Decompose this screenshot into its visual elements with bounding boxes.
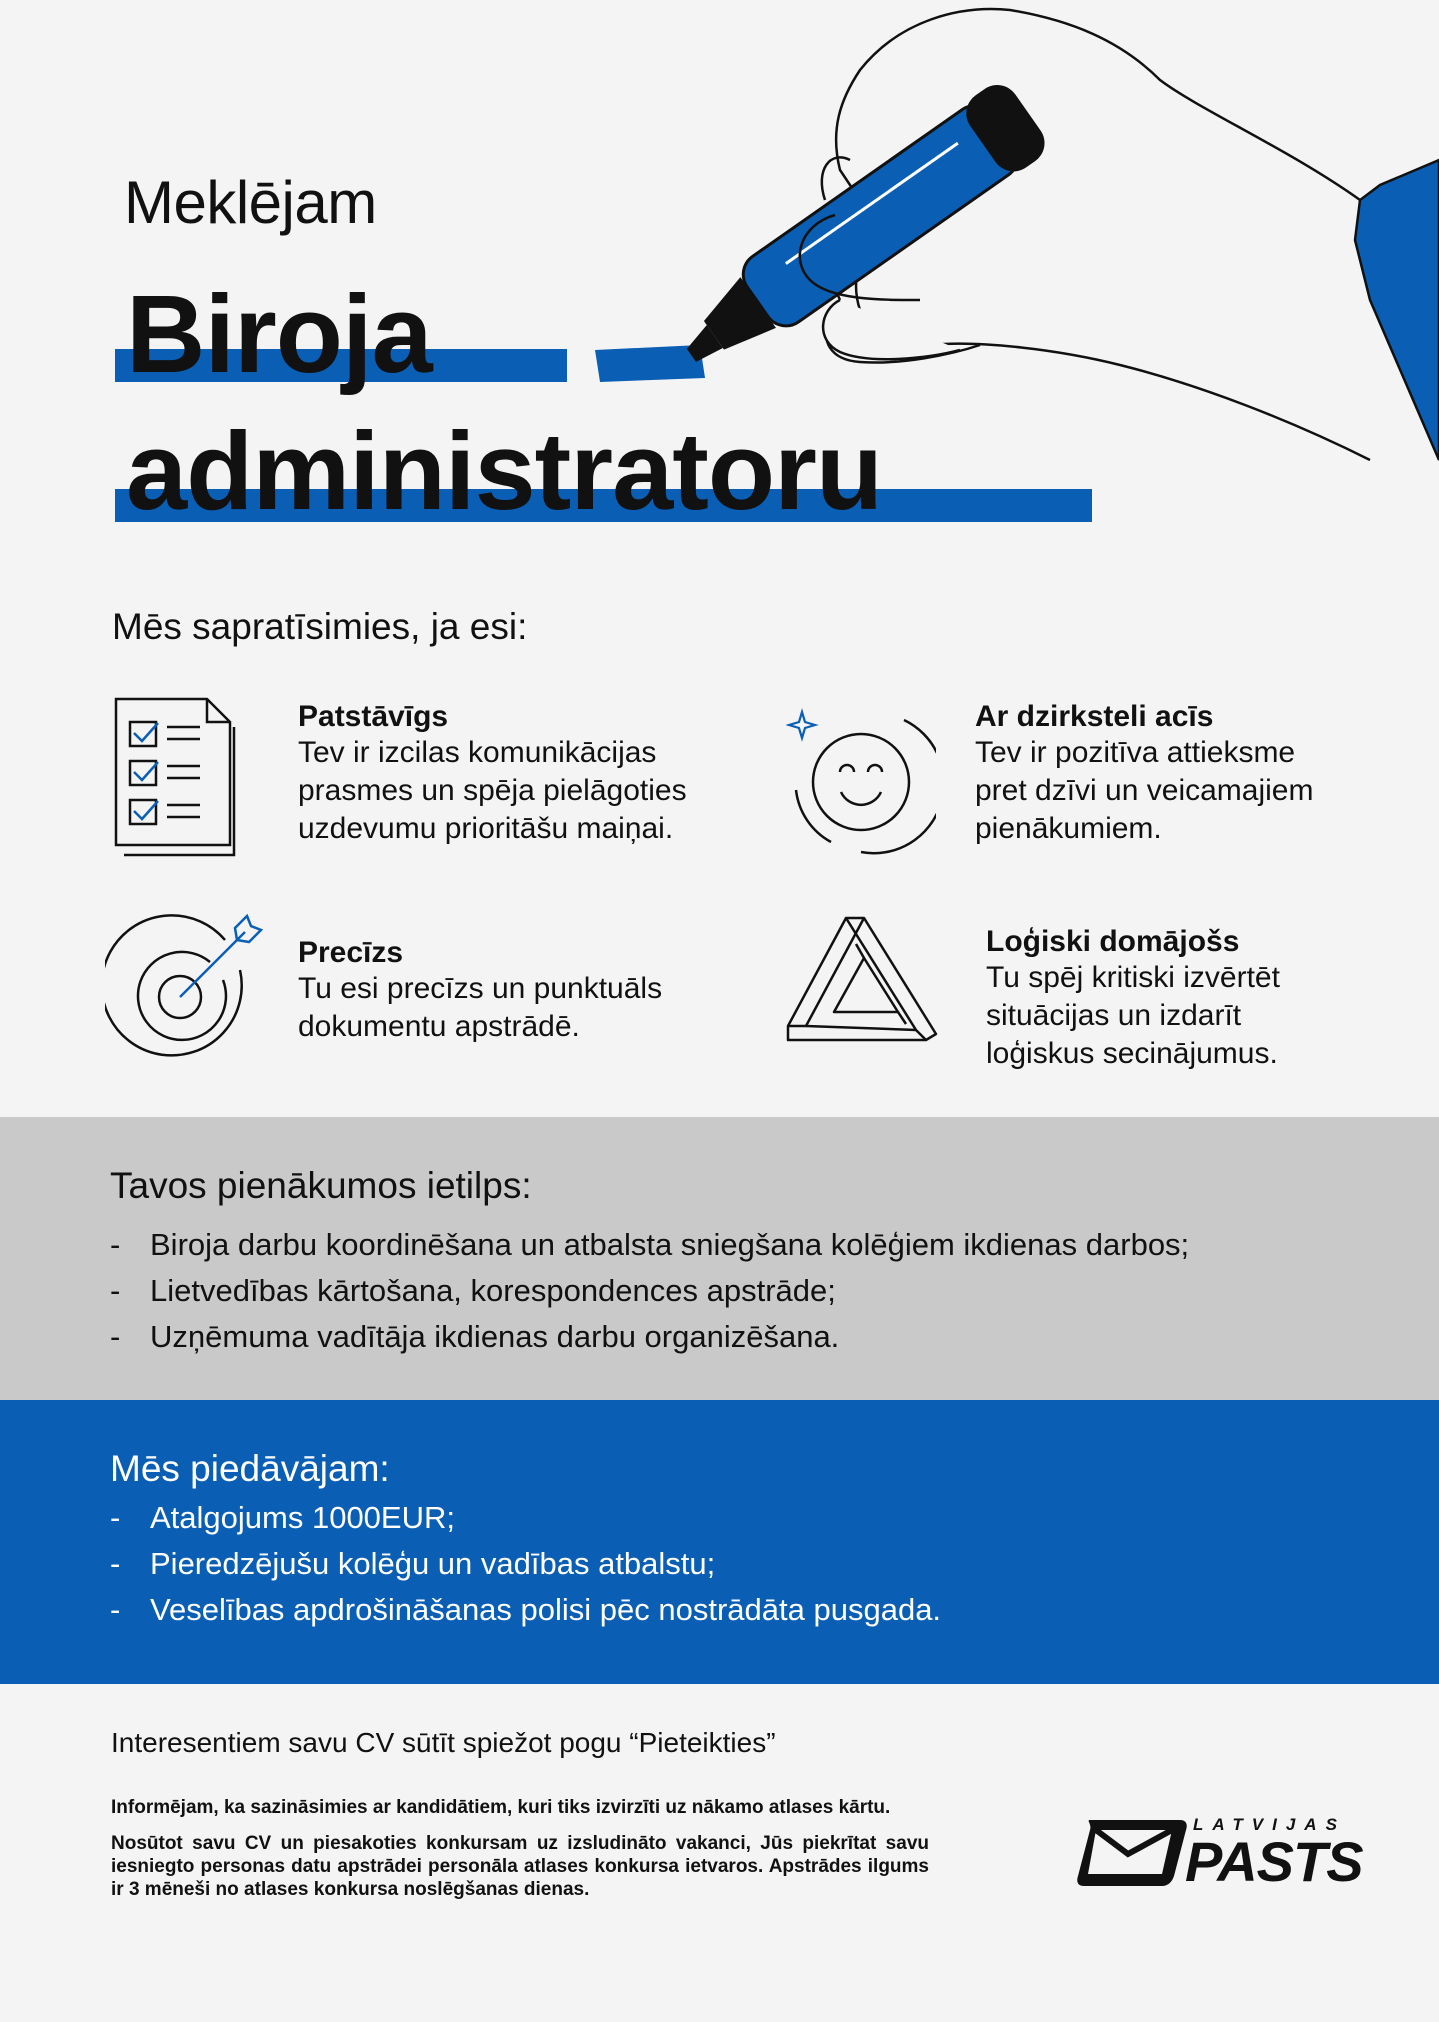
trait-title: Patstāvīgs — [298, 700, 449, 733]
job-title-line2: administratoru — [126, 410, 883, 533]
apply-instructions: Interesentiem savu CV sūtīt spiežot pogu “Pieteikties” — [111, 1727, 776, 1758]
offer-section — [0, 1400, 1439, 1684]
duties-section — [0, 1117, 1439, 1400]
offer-list — [110, 1495, 941, 1633]
trait-title: Loģiski domājošs — [986, 925, 1240, 958]
logo-text-main: PASTS — [1185, 1830, 1363, 1893]
trait-desc-line: pret dzīvi un veicamajiem — [975, 774, 1314, 807]
trait-desc-line: dokumentu apstrādē. — [298, 1010, 580, 1043]
trait-precise — [298, 936, 738, 1046]
list-item: - Atalgojums 1000EUR; — [110, 1500, 455, 1535]
smile-icon — [786, 700, 936, 855]
trait-independent — [298, 700, 738, 848]
trait-spark — [975, 700, 1415, 848]
trait-desc-line: situācijas un izdarīt — [986, 999, 1242, 1032]
duties-heading: Tavos pienākumos ietilps: — [110, 1165, 532, 1206]
target-icon — [105, 912, 265, 1072]
logo-text-top: LATVIJAS — [1193, 1815, 1346, 1834]
offer-heading: Mēs piedāvājam: — [110, 1448, 390, 1489]
highlighter-hand-illustration — [590, 0, 1439, 470]
trait-desc-line: loģiskus secinājumus. — [986, 1037, 1278, 1070]
list-item: - Biroja darbu koordinēšana un atbalsta sniegšana kolēģiem ikdienas darbos; — [110, 1227, 1190, 1262]
list-item: - Uzņēmuma vadītāja ikdienas darbu organizēšana. — [110, 1319, 840, 1354]
impossible-triangle-icon — [786, 912, 941, 1042]
trait-title: Precīzs — [298, 936, 404, 969]
checklist-icon — [112, 695, 242, 860]
list-item: - Veselības apdrošināšanas polisi pēc nostrādāta pusgada. — [110, 1592, 942, 1627]
envelope-logo-icon — [1076, 1818, 1188, 1888]
intro-heading: Mēs sapratīsimies, ja esi: — [112, 606, 528, 647]
duties-list — [110, 1222, 1189, 1360]
list-item: - Lietvedības kārtošana, korespondences apstrāde; — [110, 1273, 836, 1308]
trait-desc-line: pienākumiem. — [975, 812, 1162, 845]
job-title-line1: Biroja — [126, 273, 432, 396]
trait-title: Ar dzirksteli acīs — [975, 700, 1214, 733]
trait-desc-line: prasmes un spēja pielāgoties — [298, 774, 687, 807]
kicker-text: Meklējam — [124, 169, 377, 236]
notice-selection: Informējam, ka sazināsimies ar kandidātiem, kuri tiks izvirzīti uz nākamo atlases kārtu. — [111, 1797, 891, 1818]
trait-desc-line: uzdevumu prioritāšu maiņai. — [298, 812, 674, 845]
trait-desc-line: Tev ir izcilas komunikācijas — [298, 736, 657, 769]
notice-data-processing: Nosūtot savu CV un piesakoties konkursam uz izsludināto vakanci, Jūs piekrītat savu iesniegto personas datu apstrādei personāla atlases konkursa ietvaros. Apstrādes ilgums ir 3 mēneši no atlases konkursa noslēgšanas dienas. — [111, 1833, 929, 1900]
trait-logical — [986, 925, 1426, 1073]
list-item: - Pieredzējušu kolēģu un vadības atbalstu; — [110, 1546, 716, 1581]
trait-desc-line: Tu esi precīzs un punktuāls — [298, 972, 663, 1005]
trait-desc-line: Tev ir pozitīva attieksme — [975, 736, 1296, 769]
trait-desc-line: Tu spēj kritiski izvērtēt — [986, 961, 1280, 994]
